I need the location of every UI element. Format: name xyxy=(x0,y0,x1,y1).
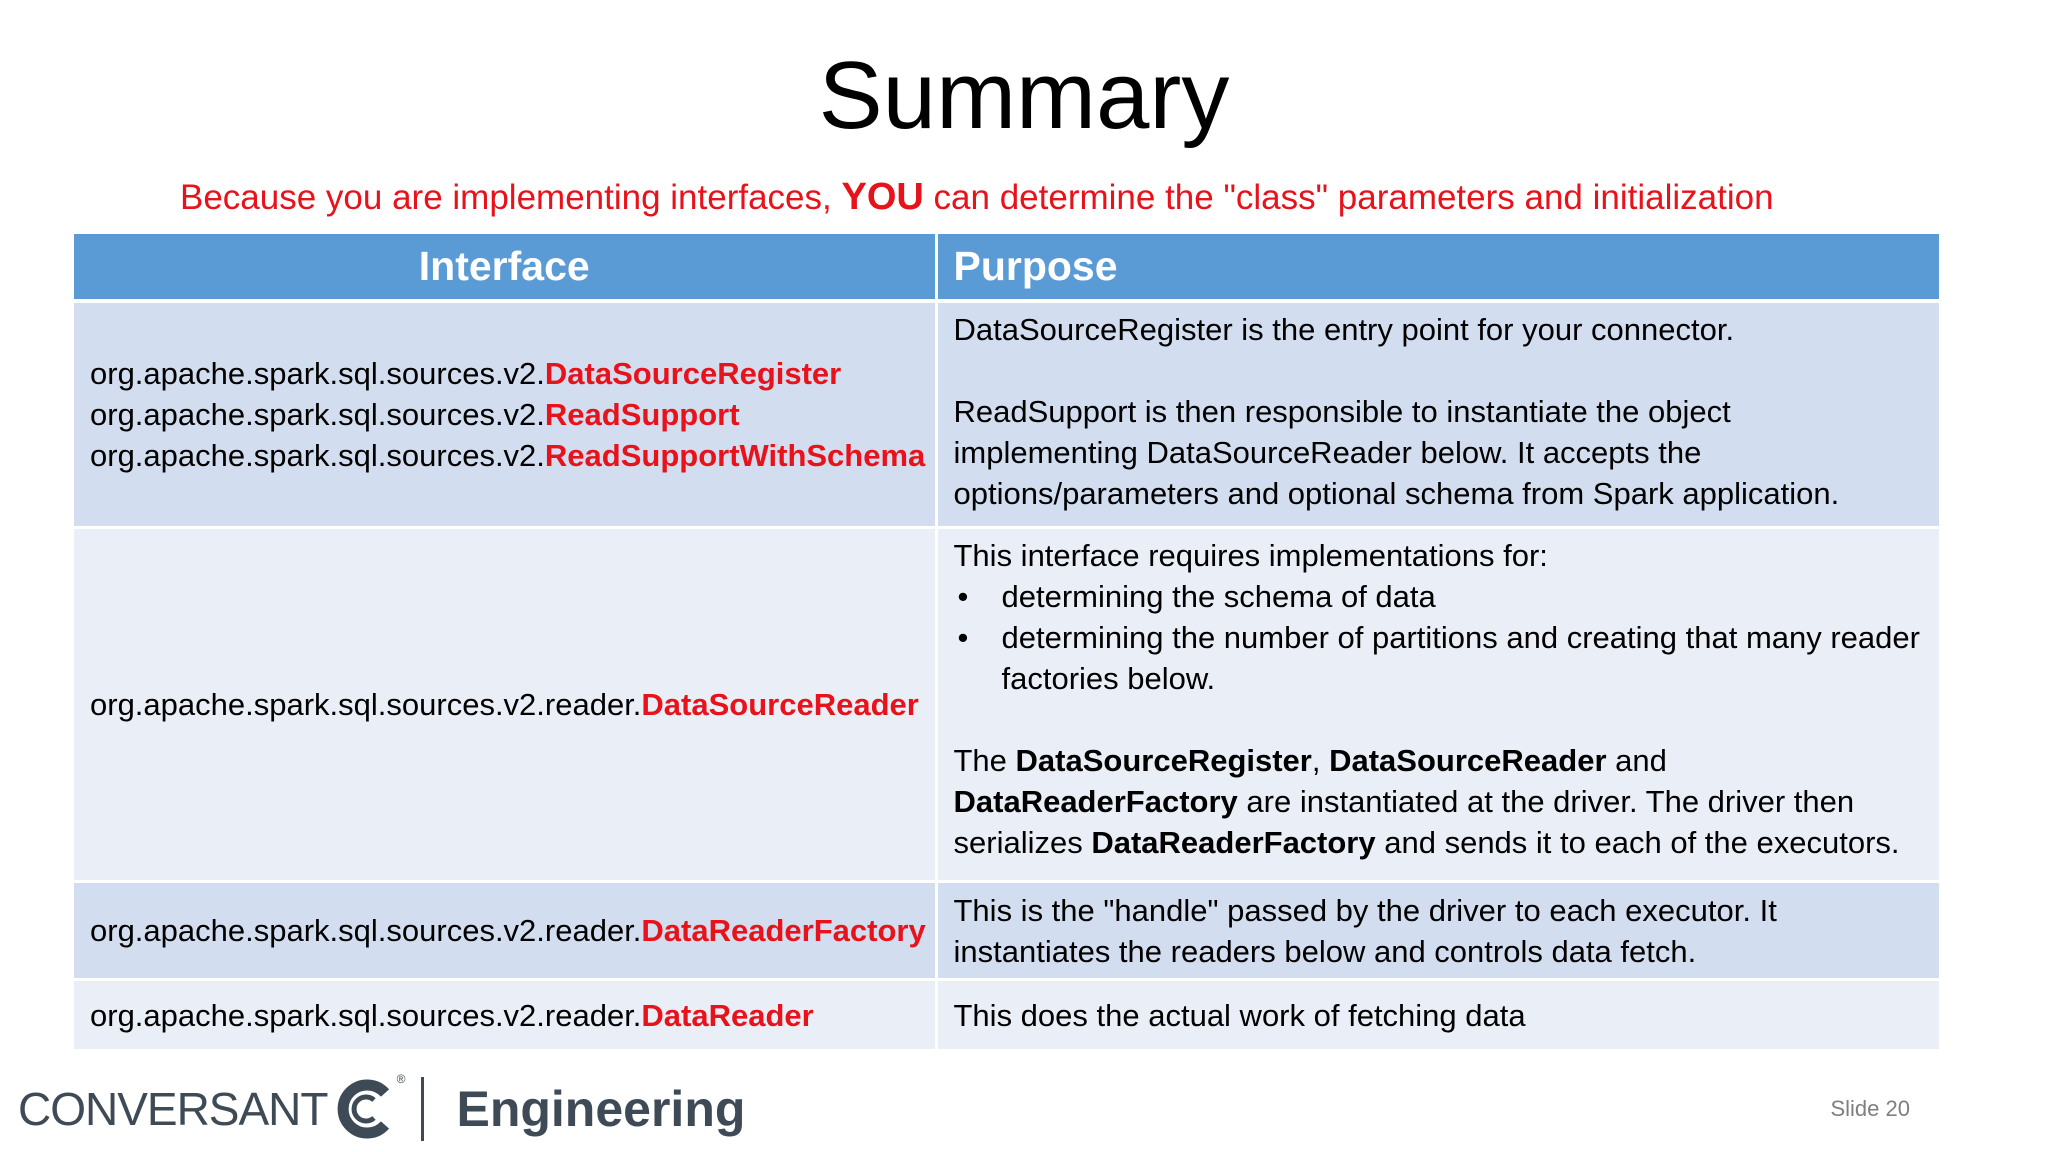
purpose-cell: This does the actual work of fetching data xyxy=(936,980,1940,1051)
purpose-closing xyxy=(954,740,1923,863)
footer-divider xyxy=(421,1077,424,1141)
interface-name: ReadSupportWithSchema xyxy=(544,438,926,473)
interface-line xyxy=(90,995,919,1036)
interface-name: ReadSupport xyxy=(544,397,740,432)
purpose-cell xyxy=(936,301,1940,528)
interface-prefix: org.apache.spark.sql.sources.v2.reader. xyxy=(90,687,642,722)
purpose-paragraph: DataSourceRegister is the entry point for your connector. xyxy=(953,312,1735,347)
brand-name: CONVERSANT xyxy=(18,1083,328,1135)
interface-line xyxy=(90,394,919,435)
bold-run: DataSourceRegister xyxy=(1015,743,1312,778)
text-run: , xyxy=(1311,743,1330,778)
interface-cell xyxy=(74,882,936,980)
interface-line xyxy=(90,684,919,725)
text-run: The xyxy=(953,743,1016,778)
purpose-paragraph: ReadSupport is then responsible to instantiate the object implementing DataSourceReader below. It accepts the options/parameters and optional schema from Spark application. xyxy=(953,394,1840,511)
header-interface: Interface xyxy=(74,234,936,301)
table-row xyxy=(74,528,1940,882)
interface-prefix: org.apache.spark.sql.sources.v2. xyxy=(90,438,545,473)
conversant-logo-icon xyxy=(333,1072,406,1140)
interface-name: DataReader xyxy=(641,997,814,1033)
header-purpose: Purpose xyxy=(936,234,1940,301)
subtitle-before: Because you are implementing interfaces, xyxy=(180,178,842,217)
interface-name: DataSourceReader xyxy=(641,687,919,722)
footer-logo xyxy=(18,1072,745,1146)
division-name: Engineering xyxy=(456,1081,746,1137)
subtitle xyxy=(180,172,2020,223)
text-run: are instantiated at the driver. The driver then serializes xyxy=(953,784,1855,860)
slide-title: Summary xyxy=(818,42,1230,149)
purpose-cell xyxy=(936,528,1940,882)
list-item: • determining the number of partitions and creating that many reader factories below. xyxy=(954,617,1923,699)
text-run: and xyxy=(1606,743,1667,778)
table-header-row xyxy=(74,234,1940,301)
bold-run: DataReaderFactory xyxy=(1091,825,1376,860)
purpose-intro: This interface requires implementations for: xyxy=(953,538,1548,573)
bold-run: DataReaderFactory xyxy=(953,784,1238,819)
interface-cell xyxy=(74,980,936,1051)
bold-run: DataSourceReader xyxy=(1329,743,1607,778)
interface-prefix: org.apache.spark.sql.sources.v2.reader. xyxy=(90,913,642,948)
interface-line xyxy=(90,435,926,476)
summary-table xyxy=(74,234,1942,1052)
interface-cell xyxy=(74,301,936,528)
interface-name: DataReaderFactory xyxy=(641,913,926,948)
interface-prefix: org.apache.spark.sql.sources.v2. xyxy=(90,356,545,391)
purpose-bullets xyxy=(954,576,1923,699)
interface-name: DataSourceRegister xyxy=(544,356,842,391)
subtitle-after: can determine the "class" parameters and initialization xyxy=(923,178,1774,217)
table-row xyxy=(74,301,1940,528)
interface-line xyxy=(90,353,919,394)
subtitle-emphasis: YOU xyxy=(841,176,924,218)
table-row xyxy=(74,980,1940,1051)
text-run: and sends it to each of the executors. xyxy=(1375,825,1900,860)
table-row xyxy=(74,882,1940,980)
purpose-cell: This is the "handle" passed by the driver to each executor. It instantiates the readers below and controls data fetch. xyxy=(936,882,1940,980)
interface-cell xyxy=(74,528,936,882)
list-item: • determining the schema of data xyxy=(954,576,1923,617)
slide-number: Slide 20 xyxy=(1830,1096,1910,1121)
interface-prefix: org.apache.spark.sql.sources.v2.reader. xyxy=(90,997,642,1033)
interface-line xyxy=(90,910,926,951)
interface-prefix: org.apache.spark.sql.sources.v2. xyxy=(90,397,545,432)
registered-mark: ® xyxy=(396,1072,406,1086)
